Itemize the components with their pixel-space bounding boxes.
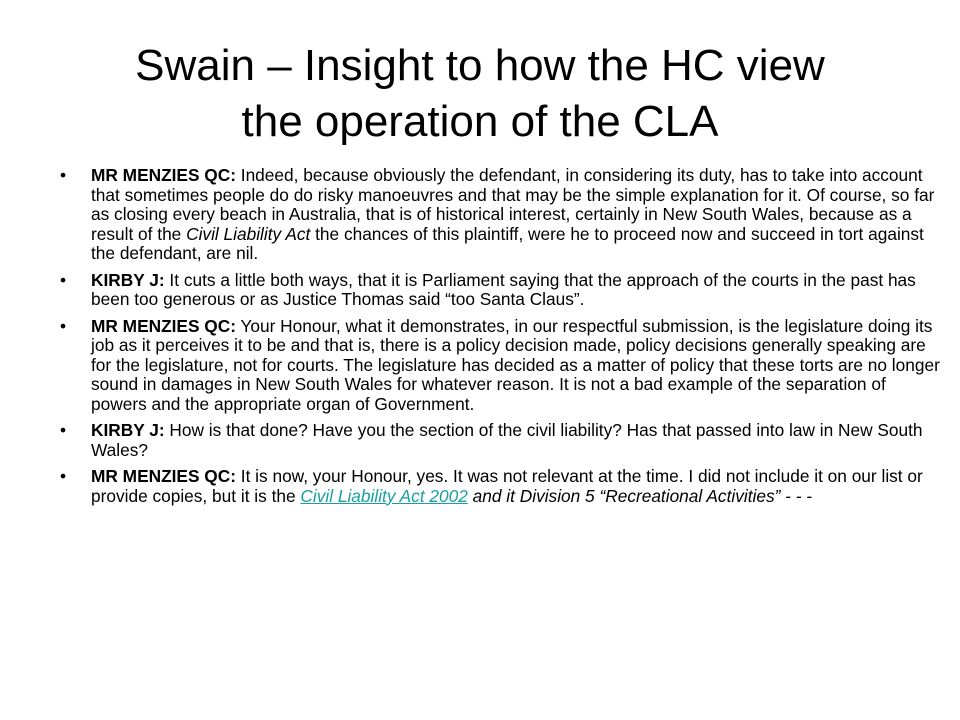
- speaker-label: KIRBY J:: [91, 420, 165, 440]
- title-line-2: the operation of the CLA: [241, 97, 719, 146]
- slide-title: [40, 38, 920, 150]
- bullet-item-1: [60, 166, 940, 264]
- speaker-label: KIRBY J:: [91, 269, 165, 290]
- civil-liability-act-link[interactable]: Civil Liability Act 2002: [300, 485, 468, 506]
- act-name-italic: Civil Liability Act: [186, 223, 311, 244]
- bullet-icon: •: [60, 466, 67, 486]
- bullet-item-2: [60, 271, 940, 310]
- speaker-label: MR MENZIES QC:: [91, 165, 236, 185]
- bullet-text: It cuts a little both ways, that it is Parliament saying that the approach of the courts in the past has been too generous or as Justice Thomas said “too Santa Claus”.: [91, 269, 916, 309]
- bullet-icon: •: [60, 420, 67, 440]
- transcript-bullet-list: [60, 166, 940, 513]
- bullet-icon: •: [60, 165, 67, 185]
- bullet-item-3: [60, 317, 940, 415]
- bullet-text: Indeed, because obviously the defendant, in considering its duty, has to take into account that sometimes people do do risky manoeuvres and that may be the simple explanation for it. Of course, so far as closing every beach in Australia, that is of historical interest, certainly in New South Wales, because as a result of the: [91, 165, 935, 244]
- bullet-item-4: [60, 421, 940, 460]
- bullet-icon: •: [60, 269, 67, 290]
- bullet-icon: •: [60, 315, 67, 336]
- bullet-text: How is that done? Have you the section of the civil liability? Has that passed into law in New South Wales?: [91, 420, 923, 460]
- bullet-text: Your Honour, what it demonstrates, in our respectful submission, is the legislature doing its job as it perceives it to be and that is, there is a policy decision made, policy decisions generally speaking are for the legislature, not for courts. The legislature has decided as a matter of policy that these torts are no longer sound in damages in New South Wales for whatever reason. It is not a bad example of the separation of powers and the appropriate organ of Government.: [91, 315, 940, 414]
- bullet-text: the chances of this plaintiff, were he to proceed now and succeed in tort against the defendant, are nil.: [91, 223, 924, 263]
- speaker-label: MR MENZIES QC:: [91, 315, 236, 336]
- speaker-label: MR MENZIES QC:: [91, 466, 236, 486]
- bullet-text: It is now, your Honour, yes. It was not relevant at the time. I did not include it on our list or provide copies, but it is the: [91, 466, 923, 506]
- division-reference-italic: and it Division 5 “Recreational Activities” - - -: [467, 485, 813, 506]
- title-line-1: Swain – Insight to how the HC view: [135, 41, 825, 90]
- bullet-item-5: [60, 467, 940, 506]
